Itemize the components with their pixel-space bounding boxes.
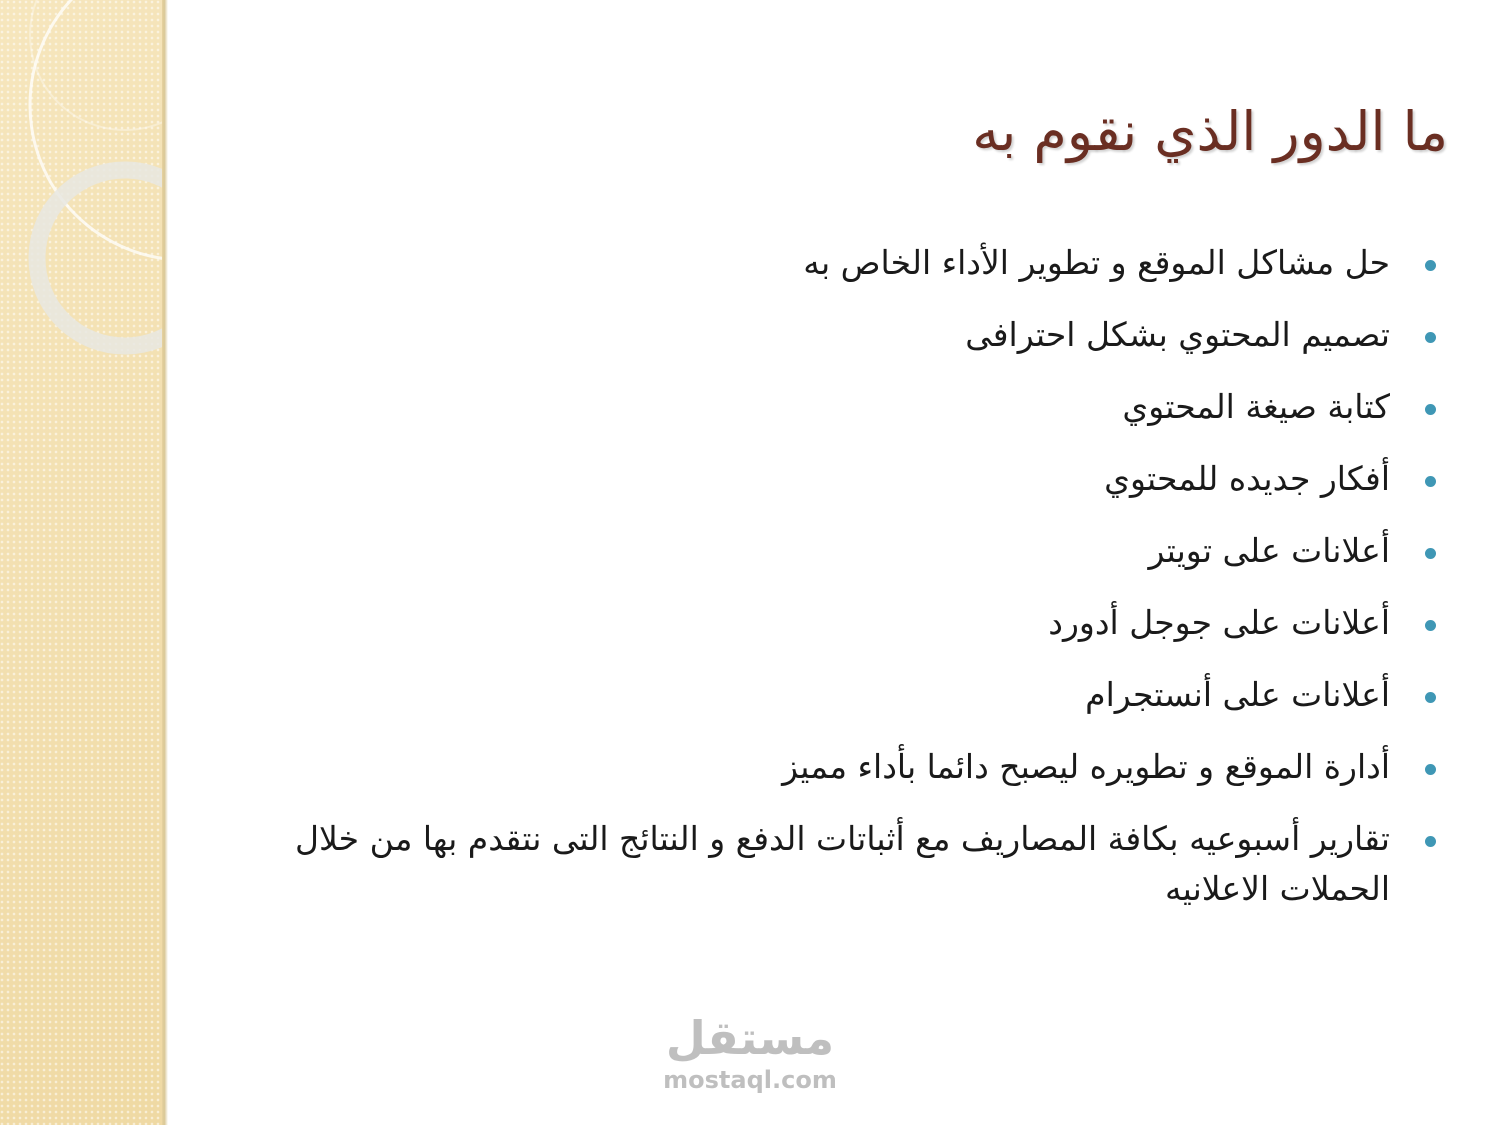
bullet-dot-icon	[1425, 548, 1436, 559]
watermark-latin-logo: mostaql.com	[663, 1066, 837, 1094]
bullet-item	[248, 382, 1438, 432]
bullet-text: تصميم المحتوي بشكل احترافى	[965, 315, 1390, 354]
bullet-item	[248, 238, 1438, 288]
bullet-text: أعلانات على تويتر	[1148, 531, 1390, 570]
side-panel-edge	[162, 0, 168, 1125]
bullet-dot-icon	[1425, 764, 1436, 775]
thick-ring-decoration	[37, 170, 166, 346]
bullet-item	[248, 454, 1438, 504]
bullet-dot-icon	[1425, 692, 1436, 703]
bullet-dot-icon	[1425, 620, 1436, 631]
decorative-rings-graphic	[0, 0, 166, 420]
inner-ring-decoration	[30, 0, 166, 130]
bullet-item	[248, 814, 1438, 914]
bullet-dot-icon	[1425, 260, 1436, 271]
watermark-arabic-logo: مستقل	[665, 1011, 835, 1065]
bullet-text: حل مشاكل الموقع و تطوير الأداء الخاص به	[803, 243, 1390, 282]
bullet-text: كتابة صيغة المحتوي	[1122, 387, 1390, 426]
bullet-dot-icon	[1425, 404, 1436, 415]
bullet-item	[248, 670, 1438, 720]
bullet-text: أدارة الموقع و تطويره ليصبح دائما بأداء مميز	[782, 747, 1390, 786]
bullet-list	[248, 238, 1438, 936]
bullet-dot-icon	[1425, 836, 1436, 847]
decorative-side-panel	[0, 0, 166, 1125]
bullet-text: أعلانات على جوجل أدورد	[1048, 603, 1390, 642]
bullet-text: أفكار جديده للمحتوي	[1104, 459, 1390, 498]
bullet-item	[248, 310, 1438, 360]
bullet-item	[248, 598, 1438, 648]
bullet-item	[248, 526, 1438, 576]
slide-title: ما الدور الذي نقوم به	[972, 100, 1448, 163]
mostaql-watermark	[650, 1010, 850, 1094]
bullet-text: أعلانات على أنستجرام	[1085, 675, 1390, 714]
bullet-item	[248, 742, 1438, 792]
bullet-dot-icon	[1425, 476, 1436, 487]
bullet-dot-icon	[1425, 332, 1436, 343]
bullet-text: تقارير أسبوعيه بكافة المصاريف مع أثباتات الدفع و النتائج التى نتقدم بها من خلال الحملات الاعلانيه	[295, 819, 1390, 908]
